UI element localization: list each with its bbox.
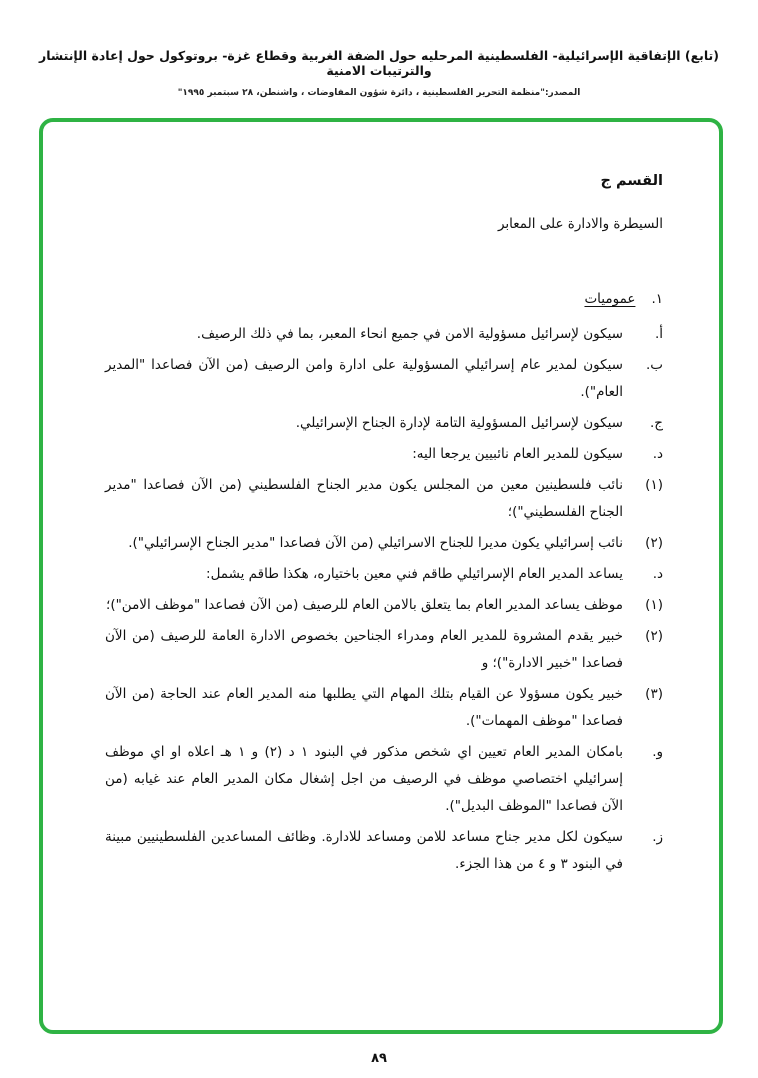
item-text: نائب إسرائيلي يكون مديرا للجناح الاسرائيلي (من الآن فصاعدا "مدير الجناح الإسرائيلي"). [128,535,623,551]
item-text: خبير يكون مسؤولا عن القيام بتلك المهام التي يطلبها منه المدير العام عند الحاجة (من الآن فصاعدا "موظف المهمات"). [105,686,623,729]
page-footer [0,1051,758,1066]
list-item [105,530,663,557]
list-item [105,321,663,348]
item-text: خبير يقدم المشروة للمدير العام ومدراء الجناحين بخصوص الادارة العامة للرصيف (من الآن فصاعدا "خبير الادارة")؛ و [105,628,623,671]
item-text: سيكون لكل مدير جناح مساعد للامن ومساعد للادارة. وظائف المساعدين الفلسطينيين مبينة في البنود ٣ و ٤ من هذا الجزء. [105,829,623,872]
list-heading-text: عموميات [584,291,636,307]
list-item [105,561,663,588]
item-text: سيكون لإسرائيل المسؤولية التامة لإدارة الجناح الإسرائيلي. [295,415,623,431]
item-text: موظف يساعد المدير العام بما يتعلق بالامن العام للرصيف (من الآن فصاعدا "موظف الامن")؛ [106,597,623,613]
item-marker: (٢) [645,535,663,551]
section-title: القسم ج [600,173,663,189]
item-text: نائب فلسطينين معين من المجلس يكون مدير الجناح الفلسطيني (من الآن فصاعدا "مدير الجناح الفلسطيني")؛ [105,477,623,520]
item-marker: أ. [654,326,663,342]
list-item [105,824,663,878]
list-heading-number: ١. [651,291,663,307]
item-marker: ز. [652,829,663,845]
list-item [105,681,663,735]
list-item [105,739,663,820]
item-marker: (٢) [645,628,663,644]
list-heading [105,286,663,313]
item-marker: (١) [645,477,663,493]
item-text: سيكون لإسرائيل مسؤولية الامن في جميع انحاء المعبر، بما في ذلك الرصيف. [196,326,623,342]
item-text: سيكون لمدير عام إسرائيلي المسؤولية على ادارة وامن الرصيف (من الآن فصاعدا "المدير العام"). [105,357,623,400]
item-marker: و. [652,744,663,760]
item-marker: (٣) [645,686,663,702]
item-marker: ب. [645,357,663,373]
item-marker: ج. [649,415,663,431]
item-text: سيكون للمدير العام نائبيين يرجعا اليه: [412,446,623,462]
items-list [105,321,663,878]
document-header [0,0,758,98]
section-subtitle: السيطرة والادارة على المعابر [497,216,663,232]
document-body [43,122,719,878]
list-item [105,441,663,468]
green-border-frame [39,118,723,1034]
list-item [105,623,663,677]
document-title: (تابع) الإتفاقية الإسرائيلية- الفلسطينية المرحليه حول الضفة الغربية وقطاع غزة- بروتوكول حول إعادة الإنتشار والترتيبات الامنية [39,48,719,78]
item-marker: (١) [645,597,663,613]
document-source-line: المصدر:"منظمة التحرير الفلسطينية ، دائرة شؤون المفاوضات ، واشنطن، ٢٨ سبتمبر ١٩٩٥" [177,88,581,98]
item-text: بامكان المدير العام تعيين اي شخص مذكور في البنود ١ د (٢) و ١ هـ اعلاه او اي موظف إسرائيلي اختصاصي موظف في الرصيف من اجل إشغال مكان المدير العام عند غيابه (من الآن فصاعدا "الموظف البديل"). [105,744,623,814]
item-text: يساعد المدير العام الإسرائيلي طاقم فني معين باختياره، هكذا طاقم يشمل: [206,566,623,582]
list-item [105,592,663,619]
list-item [105,352,663,406]
item-marker: د. [652,566,663,582]
list-item [105,472,663,526]
item-marker: د. [652,446,663,462]
list-item [105,410,663,437]
page-number: ٨٩ [371,1051,387,1066]
